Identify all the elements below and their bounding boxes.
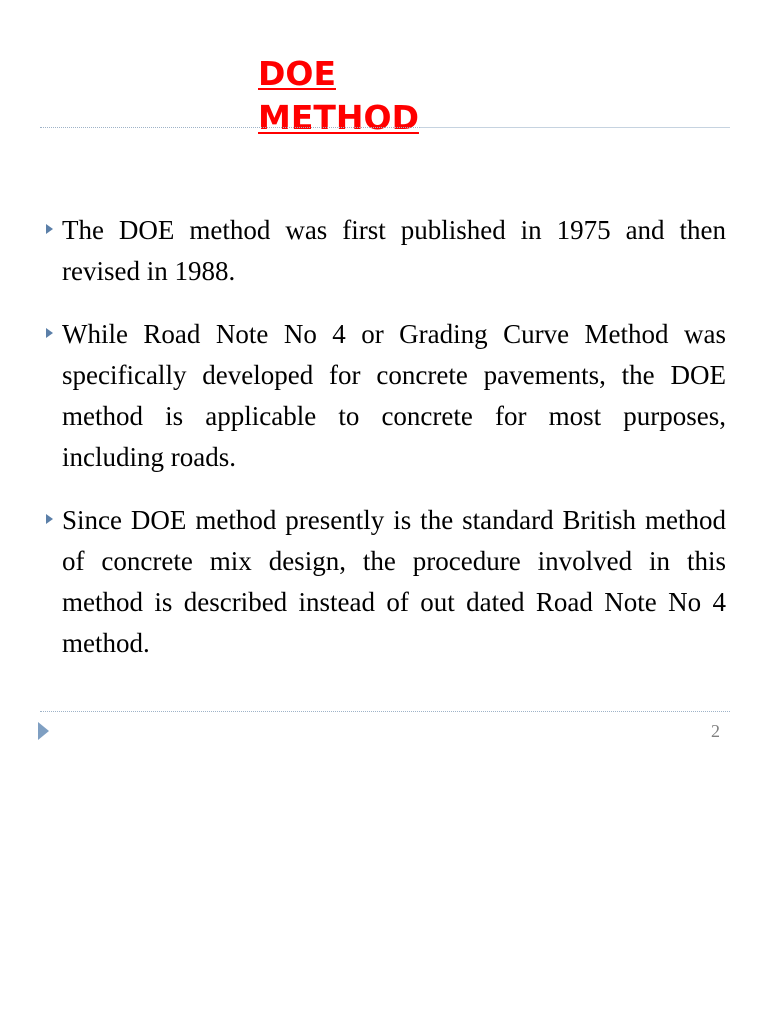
bullet-item [44, 210, 726, 292]
bullet-item [44, 500, 726, 664]
triangle-right-icon [46, 224, 53, 234]
page-number: 2 [711, 721, 720, 741]
bullet-item [44, 314, 726, 478]
triangle-right-icon [38, 722, 49, 740]
bottom-divider [40, 711, 730, 712]
triangle-right-icon [46, 328, 53, 338]
bullet-list [44, 210, 726, 686]
bullet-text: While Road Note No 4 or Grading Curve Method was specifically developed for concrete pavements, the DOE method is applicable to concrete for most purposes, including roads. [62, 319, 726, 472]
slide-title-line-2: METHOD [258, 98, 419, 137]
top-divider-solid [420, 127, 730, 128]
bullet-text: The DOE method was first published in 1975 and then revised in 1988. [62, 215, 726, 286]
bullet-text: Since DOE method presently is the standard British method of concrete mix design, the procedure involved in this method is described instead of out dated Road Note No 4 method. [62, 505, 726, 658]
slide-title-line-1: DOE [258, 54, 336, 93]
triangle-right-icon [46, 514, 53, 524]
